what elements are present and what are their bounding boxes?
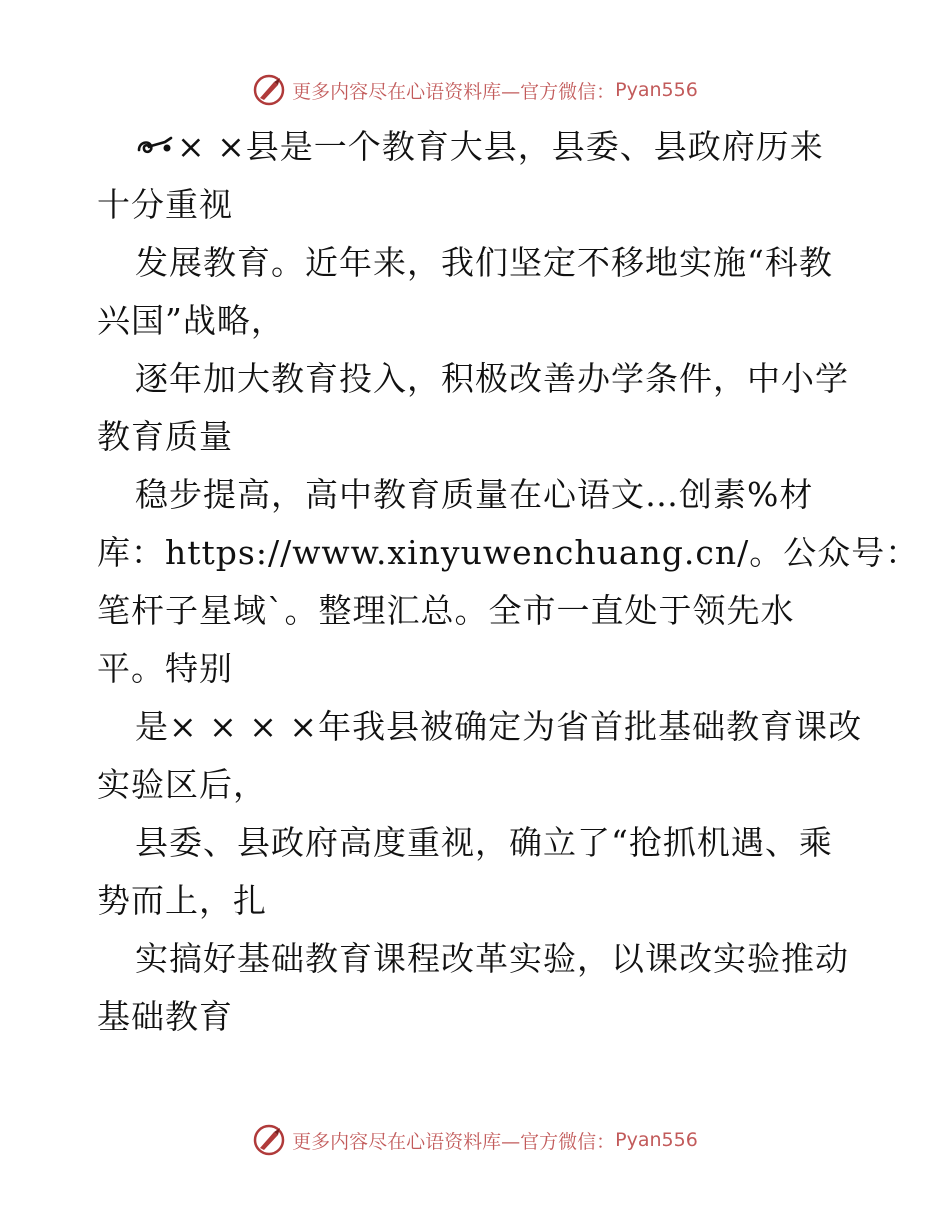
paragraph-2-line-2: 兴国”战略， bbox=[97, 301, 285, 340]
quill-logo-icon bbox=[252, 73, 286, 107]
paragraph-7-line-1: 实搞好基础教育课程改革实验，以课改实验推动 bbox=[135, 939, 849, 978]
footer-banner bbox=[0, 1120, 950, 1160]
banner-text: 更多内容尽在心语资料库—官方微信： bbox=[292, 80, 616, 103]
paragraph-1-line-1 bbox=[97, 118, 857, 176]
paragraph-2-line-1: 发展教育。近年来，我们坚定不移地实施“科教 bbox=[135, 243, 833, 282]
paragraph-3-line-2: 教育质量 bbox=[97, 417, 233, 456]
banner-wechat-id: Pyan556 bbox=[615, 79, 698, 101]
quill-logo-icon bbox=[252, 1123, 286, 1157]
paragraph-4-line-3: 笔杆子星域`。整理汇总。全市一直处于领先水 bbox=[97, 591, 795, 630]
paragraph-3-line-1: 逐年加大教育投入，积极改善办学条件，中小学 bbox=[135, 359, 849, 398]
paragraph-4-line-4: 平。特别 bbox=[97, 649, 233, 688]
paragraph-5-line-1: 是× × × ×年我县被确定为省首批基础教育课改 bbox=[135, 707, 863, 746]
paragraph-5-line-2: 实验区后， bbox=[97, 765, 267, 804]
paragraph-1-line-2: 十分重视 bbox=[97, 185, 233, 224]
paragraph-6-line-1: 县委、县政府高度重视，确立了“抢抓机遇、乘 bbox=[135, 823, 833, 862]
paragraph-6-line-2: 势而上，扎 bbox=[97, 881, 267, 920]
document-body bbox=[97, 118, 920, 1046]
paragraph-4-line-2: 库：https://www.xinyuwenchuang.cn/。公众号： bbox=[97, 533, 920, 572]
paragraph-7-line-2: 基础教育 bbox=[97, 997, 233, 1036]
paragraph-4-line-1: 稳步提高，高中教育质量在心语文…创素%材 bbox=[135, 475, 814, 514]
paragraph-text: × ×县是一个教育大县，县委、县政府历来 bbox=[177, 127, 824, 166]
flourish-bullet-icon bbox=[135, 134, 177, 160]
banner-text: 更多内容尽在心语资料库—官方微信： bbox=[292, 1130, 616, 1153]
banner-wechat-id: Pyan556 bbox=[615, 1129, 698, 1151]
header-banner bbox=[0, 70, 950, 110]
